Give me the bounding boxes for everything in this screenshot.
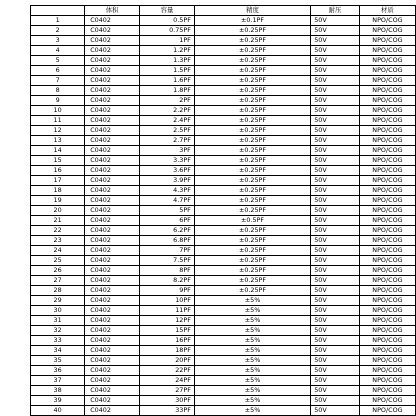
cell-material: NPO/COG <box>359 276 415 286</box>
table-body <box>31 16 416 416</box>
cell-size: C0402 <box>85 116 140 126</box>
cell-capacitance: 6PF <box>140 216 195 226</box>
cell-capacitance: 1PF <box>140 36 195 46</box>
cell-size: C0402 <box>85 56 140 66</box>
cell-material: NPO/COG <box>359 176 415 186</box>
cell-capacitance: 11PF <box>140 306 195 316</box>
cell-voltage: 50V <box>311 356 360 366</box>
capacitor-spec-table <box>30 5 416 416</box>
table-row <box>31 166 416 176</box>
cell-voltage: 50V <box>311 46 360 56</box>
cell-material: NPO/COG <box>359 136 415 146</box>
cell-capacitance: 3.6PF <box>140 166 195 176</box>
cell-material: NPO/COG <box>359 36 415 46</box>
cell-capacitance: 1.5PF <box>140 66 195 76</box>
cell-tolerance: ±5% <box>194 316 310 326</box>
cell-tolerance: ±0.25PF <box>194 36 310 46</box>
cell-material: NPO/COG <box>359 156 415 166</box>
table-row <box>31 336 416 346</box>
table-row <box>31 406 416 416</box>
cell-tolerance: ±0.25PF <box>194 246 310 256</box>
cell-size: C0402 <box>85 356 140 366</box>
cell-material: NPO/COG <box>359 346 415 356</box>
cell-size: C0402 <box>85 66 140 76</box>
cell-material: NPO/COG <box>359 206 415 216</box>
cell-voltage: 50V <box>311 26 360 36</box>
table-row <box>31 16 416 26</box>
header-index <box>31 6 85 16</box>
cell-tolerance: ±5% <box>194 406 310 416</box>
cell-index: 20 <box>31 206 85 216</box>
cell-material: NPO/COG <box>359 56 415 66</box>
cell-index: 32 <box>31 326 85 336</box>
cell-size: C0402 <box>85 206 140 216</box>
table-row <box>31 126 416 136</box>
cell-index: 27 <box>31 276 85 286</box>
cell-tolerance: ±0.25PF <box>194 136 310 146</box>
cell-size: C0402 <box>85 136 140 146</box>
cell-tolerance: ±0.25PF <box>194 186 310 196</box>
cell-voltage: 50V <box>311 346 360 356</box>
cell-size: C0402 <box>85 86 140 96</box>
cell-tolerance: ±5% <box>194 376 310 386</box>
table-row <box>31 356 416 366</box>
cell-size: C0402 <box>85 126 140 136</box>
cell-size: C0402 <box>85 156 140 166</box>
table-row <box>31 136 416 146</box>
cell-index: 16 <box>31 166 85 176</box>
table-row <box>31 326 416 336</box>
cell-tolerance: ±0.25PF <box>194 116 310 126</box>
cell-size: C0402 <box>85 336 140 346</box>
cell-capacitance: 6.2PF <box>140 226 195 236</box>
cell-size: C0402 <box>85 146 140 156</box>
cell-size: C0402 <box>85 196 140 206</box>
cell-size: C0402 <box>85 386 140 396</box>
cell-capacitance: 3.3PF <box>140 156 195 166</box>
cell-index: 24 <box>31 246 85 256</box>
cell-material: NPO/COG <box>359 326 415 336</box>
cell-capacitance: 0.5PF <box>140 16 195 26</box>
cell-voltage: 50V <box>311 16 360 26</box>
table-row <box>31 216 416 226</box>
cell-tolerance: ±0.25PF <box>194 196 310 206</box>
cell-tolerance: ±5% <box>194 356 310 366</box>
cell-voltage: 50V <box>311 396 360 406</box>
cell-capacitance: 7PF <box>140 246 195 256</box>
cell-index: 33 <box>31 336 85 346</box>
table-row <box>31 196 416 206</box>
cell-tolerance: ±5% <box>194 336 310 346</box>
table-row <box>31 296 416 306</box>
cell-material: NPO/COG <box>359 366 415 376</box>
cell-material: NPO/COG <box>359 186 415 196</box>
cell-size: C0402 <box>85 36 140 46</box>
cell-capacitance: 8.2PF <box>140 276 195 286</box>
cell-capacitance: 9PF <box>140 286 195 296</box>
cell-tolerance: ±0.25PF <box>194 56 310 66</box>
cell-tolerance: ±0.25PF <box>194 96 310 106</box>
cell-index: 1 <box>31 16 85 26</box>
cell-material: NPO/COG <box>359 246 415 256</box>
cell-capacitance: 3.9PF <box>140 176 195 186</box>
cell-tolerance: ±5% <box>194 396 310 406</box>
cell-tolerance: ±0.25PF <box>194 156 310 166</box>
cell-tolerance: ±0.25PF <box>194 276 310 286</box>
cell-capacitance: 7.5PF <box>140 256 195 266</box>
cell-material: NPO/COG <box>359 66 415 76</box>
cell-material: NPO/COG <box>359 236 415 246</box>
cell-index: 30 <box>31 306 85 316</box>
cell-tolerance: ±0.25PF <box>194 66 310 76</box>
cell-voltage: 50V <box>311 126 360 136</box>
cell-size: C0402 <box>85 276 140 286</box>
cell-voltage: 50V <box>311 306 360 316</box>
cell-voltage: 50V <box>311 106 360 116</box>
cell-material: NPO/COG <box>359 96 415 106</box>
cell-index: 13 <box>31 136 85 146</box>
table-row <box>31 306 416 316</box>
cell-size: C0402 <box>85 376 140 386</box>
cell-capacitance: 27PF <box>140 386 195 396</box>
cell-tolerance: ±0.25PF <box>194 126 310 136</box>
cell-tolerance: ±0.25PF <box>194 286 310 296</box>
cell-material: NPO/COG <box>359 46 415 56</box>
cell-tolerance: ±0.5PF <box>194 216 310 226</box>
cell-index: 6 <box>31 66 85 76</box>
table-row <box>31 76 416 86</box>
table-row <box>31 26 416 36</box>
cell-tolerance: ±0.25PF <box>194 146 310 156</box>
cell-tolerance: ±0.25PF <box>194 176 310 186</box>
cell-index: 37 <box>31 376 85 386</box>
cell-capacitance: 15PF <box>140 326 195 336</box>
cell-size: C0402 <box>85 106 140 116</box>
cell-voltage: 50V <box>311 136 360 146</box>
cell-capacitance: 4.7PF <box>140 196 195 206</box>
cell-index: 28 <box>31 286 85 296</box>
cell-capacitance: 24PF <box>140 376 195 386</box>
table-row <box>31 276 416 286</box>
table-row <box>31 96 416 106</box>
cell-size: C0402 <box>85 406 140 416</box>
table-row <box>31 186 416 196</box>
table-row <box>31 366 416 376</box>
cell-size: C0402 <box>85 96 140 106</box>
cell-capacitance: 5PF <box>140 206 195 216</box>
cell-size: C0402 <box>85 256 140 266</box>
cell-size: C0402 <box>85 26 140 36</box>
cell-voltage: 50V <box>311 296 360 306</box>
cell-size: C0402 <box>85 176 140 186</box>
cell-voltage: 50V <box>311 256 360 266</box>
table-row <box>31 236 416 246</box>
cell-tolerance: ±0.25PF <box>194 236 310 246</box>
cell-index: 31 <box>31 316 85 326</box>
cell-index: 10 <box>31 106 85 116</box>
cell-voltage: 50V <box>311 236 360 246</box>
cell-tolerance: ±0.25PF <box>194 166 310 176</box>
table-row <box>31 256 416 266</box>
cell-size: C0402 <box>85 216 140 226</box>
cell-material: NPO/COG <box>359 306 415 316</box>
table-row <box>31 46 416 56</box>
cell-material: NPO/COG <box>359 386 415 396</box>
cell-size: C0402 <box>85 226 140 236</box>
cell-capacitance: 16PF <box>140 336 195 346</box>
cell-index: 39 <box>31 396 85 406</box>
cell-capacitance: 12PF <box>140 316 195 326</box>
cell-size: C0402 <box>85 246 140 256</box>
cell-tolerance: ±5% <box>194 306 310 316</box>
cell-material: NPO/COG <box>359 356 415 366</box>
cell-voltage: 50V <box>311 76 360 86</box>
table-row <box>31 286 416 296</box>
cell-index: 9 <box>31 96 85 106</box>
table-row <box>31 66 416 76</box>
cell-index: 21 <box>31 216 85 226</box>
cell-size: C0402 <box>85 186 140 196</box>
table-row <box>31 116 416 126</box>
cell-size: C0402 <box>85 316 140 326</box>
table-row <box>31 226 416 236</box>
cell-size: C0402 <box>85 296 140 306</box>
cell-index: 2 <box>31 26 85 36</box>
cell-tolerance: ±5% <box>194 346 310 356</box>
cell-index: 7 <box>31 76 85 86</box>
header-row <box>31 6 416 16</box>
cell-material: NPO/COG <box>359 266 415 276</box>
cell-capacitance: 3PF <box>140 146 195 156</box>
cell-tolerance: ±5% <box>194 296 310 306</box>
header-tolerance: 精度 <box>194 6 310 16</box>
cell-voltage: 50V <box>311 116 360 126</box>
table-row <box>31 246 416 256</box>
cell-capacitance: 2.4PF <box>140 116 195 126</box>
cell-capacitance: 0.75PF <box>140 26 195 36</box>
cell-capacitance: 1.6PF <box>140 76 195 86</box>
cell-capacitance: 33PF <box>140 406 195 416</box>
cell-size: C0402 <box>85 306 140 316</box>
cell-tolerance: ±0.25PF <box>194 86 310 96</box>
cell-size: C0402 <box>85 346 140 356</box>
table-row <box>31 396 416 406</box>
cell-capacitance: 18PF <box>140 346 195 356</box>
cell-index: 22 <box>31 226 85 236</box>
table-row <box>31 176 416 186</box>
cell-capacitance: 1.8PF <box>140 86 195 96</box>
cell-size: C0402 <box>85 166 140 176</box>
cell-size: C0402 <box>85 286 140 296</box>
cell-voltage: 50V <box>311 56 360 66</box>
cell-voltage: 50V <box>311 336 360 346</box>
cell-size: C0402 <box>85 76 140 86</box>
cell-material: NPO/COG <box>359 106 415 116</box>
cell-tolerance: ±5% <box>194 326 310 336</box>
cell-capacitance: 2.5PF <box>140 126 195 136</box>
cell-capacitance: 22PF <box>140 366 195 376</box>
cell-material: NPO/COG <box>359 16 415 26</box>
cell-index: 36 <box>31 366 85 376</box>
cell-index: 8 <box>31 86 85 96</box>
header-size: 体积 <box>85 6 140 16</box>
cell-capacitance: 6.8PF <box>140 236 195 246</box>
cell-capacitance: 2.7PF <box>140 136 195 146</box>
cell-index: 34 <box>31 346 85 356</box>
cell-capacitance: 1.2PF <box>140 46 195 56</box>
cell-material: NPO/COG <box>359 406 415 416</box>
cell-index: 38 <box>31 386 85 396</box>
cell-material: NPO/COG <box>359 226 415 236</box>
cell-index: 12 <box>31 126 85 136</box>
cell-material: NPO/COG <box>359 166 415 176</box>
cell-index: 18 <box>31 186 85 196</box>
cell-size: C0402 <box>85 236 140 246</box>
cell-material: NPO/COG <box>359 86 415 96</box>
table-row <box>31 206 416 216</box>
cell-material: NPO/COG <box>359 336 415 346</box>
cell-index: 4 <box>31 46 85 56</box>
cell-voltage: 50V <box>311 206 360 216</box>
table-row <box>31 86 416 96</box>
cell-material: NPO/COG <box>359 146 415 156</box>
cell-size: C0402 <box>85 46 140 56</box>
cell-capacitance: 10PF <box>140 296 195 306</box>
cell-capacitance: 4.3PF <box>140 186 195 196</box>
cell-material: NPO/COG <box>359 126 415 136</box>
table-row <box>31 36 416 46</box>
cell-index: 11 <box>31 116 85 126</box>
cell-size: C0402 <box>85 366 140 376</box>
cell-capacitance: 2PF <box>140 96 195 106</box>
cell-index: 5 <box>31 56 85 66</box>
cell-capacitance: 20PF <box>140 356 195 366</box>
cell-voltage: 50V <box>311 366 360 376</box>
cell-material: NPO/COG <box>359 76 415 86</box>
table-row <box>31 156 416 166</box>
cell-tolerance: ±5% <box>194 386 310 396</box>
cell-voltage: 50V <box>311 376 360 386</box>
cell-material: NPO/COG <box>359 256 415 266</box>
cell-tolerance: ±0.25PF <box>194 106 310 116</box>
table-row <box>31 266 416 276</box>
cell-index: 15 <box>31 156 85 166</box>
cell-index: 40 <box>31 406 85 416</box>
cell-size: C0402 <box>85 266 140 276</box>
cell-material: NPO/COG <box>359 216 415 226</box>
cell-tolerance: ±0.25PF <box>194 26 310 36</box>
cell-index: 19 <box>31 196 85 206</box>
cell-index: 26 <box>31 266 85 276</box>
cell-index: 29 <box>31 296 85 306</box>
cell-capacitance: 1.3PF <box>140 56 195 66</box>
cell-voltage: 50V <box>311 86 360 96</box>
cell-voltage: 50V <box>311 176 360 186</box>
cell-material: NPO/COG <box>359 286 415 296</box>
cell-tolerance: ±0.25PF <box>194 226 310 236</box>
table-row <box>31 316 416 326</box>
cell-material: NPO/COG <box>359 26 415 36</box>
cell-tolerance: ±0.1PF <box>194 16 310 26</box>
table-row <box>31 106 416 116</box>
cell-index: 23 <box>31 236 85 246</box>
cell-voltage: 50V <box>311 286 360 296</box>
table-row <box>31 376 416 386</box>
cell-material: NPO/COG <box>359 116 415 126</box>
cell-voltage: 50V <box>311 216 360 226</box>
table-row <box>31 386 416 396</box>
cell-voltage: 50V <box>311 316 360 326</box>
cell-index: 17 <box>31 176 85 186</box>
cell-voltage: 50V <box>311 326 360 336</box>
cell-capacitance: 30PF <box>140 396 195 406</box>
cell-material: NPO/COG <box>359 396 415 406</box>
cell-voltage: 50V <box>311 266 360 276</box>
cell-tolerance: ±0.25PF <box>194 206 310 216</box>
cell-voltage: 50V <box>311 166 360 176</box>
table-row <box>31 56 416 66</box>
cell-index: 35 <box>31 356 85 366</box>
cell-voltage: 50V <box>311 96 360 106</box>
cell-tolerance: ±0.25PF <box>194 76 310 86</box>
cell-voltage: 50V <box>311 186 360 196</box>
header-capacitance: 容量 <box>140 6 195 16</box>
cell-voltage: 50V <box>311 406 360 416</box>
cell-size: C0402 <box>85 326 140 336</box>
header-material: 材质 <box>359 6 415 16</box>
cell-voltage: 50V <box>311 196 360 206</box>
cell-capacitance: 2.2PF <box>140 106 195 116</box>
cell-voltage: 50V <box>311 36 360 46</box>
cell-capacitance: 8PF <box>140 266 195 276</box>
table-row <box>31 146 416 156</box>
cell-tolerance: ±0.25PF <box>194 46 310 56</box>
cell-material: NPO/COG <box>359 296 415 306</box>
cell-material: NPO/COG <box>359 316 415 326</box>
cell-size: C0402 <box>85 396 140 406</box>
cell-index: 25 <box>31 256 85 266</box>
cell-index: 3 <box>31 36 85 46</box>
header-voltage: 耐压 <box>311 6 360 16</box>
cell-tolerance: ±0.25PF <box>194 256 310 266</box>
cell-material: NPO/COG <box>359 196 415 206</box>
cell-voltage: 50V <box>311 246 360 256</box>
cell-voltage: 50V <box>311 146 360 156</box>
table-row <box>31 346 416 356</box>
cell-voltage: 50V <box>311 276 360 286</box>
cell-tolerance: ±0.25PF <box>194 266 310 276</box>
cell-index: 14 <box>31 146 85 156</box>
cell-voltage: 50V <box>311 156 360 166</box>
cell-tolerance: ±5% <box>194 366 310 376</box>
cell-voltage: 50V <box>311 226 360 236</box>
cell-material: NPO/COG <box>359 376 415 386</box>
cell-voltage: 50V <box>311 386 360 396</box>
cell-voltage: 50V <box>311 66 360 76</box>
cell-size: C0402 <box>85 16 140 26</box>
